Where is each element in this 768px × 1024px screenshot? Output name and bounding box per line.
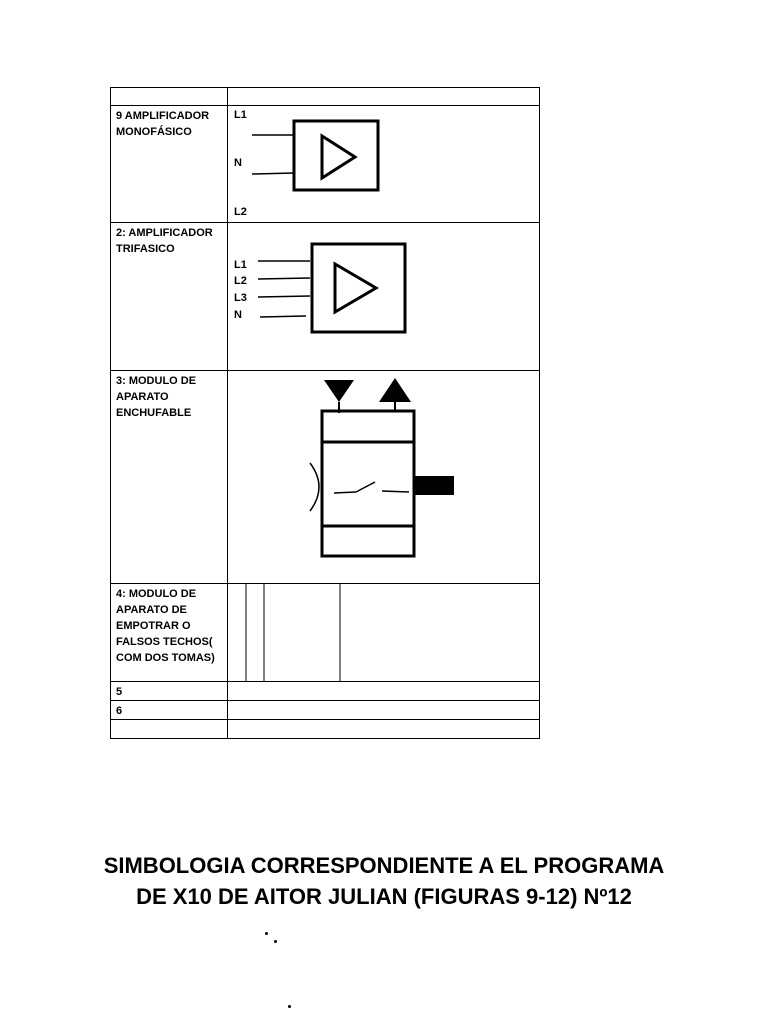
pin-label: L1	[234, 259, 247, 271]
row-symbol	[228, 682, 540, 701]
socket-block-icon	[415, 476, 454, 495]
label-modulo-enchufable: 3: MODULO DE APARATO ENCHUFABLE	[116, 375, 197, 419]
row-symbol	[228, 88, 540, 106]
table-row	[111, 88, 540, 106]
amplifier-box	[294, 121, 378, 190]
title-line-2: DE X10 DE AITOR JULIAN (FIGURAS 9-12) Nº12	[136, 884, 632, 909]
table-row	[111, 720, 540, 739]
pin-label: L2	[234, 206, 247, 218]
row-label	[111, 223, 228, 371]
wire	[260, 316, 306, 317]
flush-mount-module-symbol	[228, 584, 539, 682]
stray-mark	[274, 940, 277, 943]
switch-contact	[334, 492, 356, 493]
amplifier-triangle-icon	[322, 136, 355, 178]
pin-label: N	[234, 157, 242, 169]
row-label: 5	[111, 682, 228, 701]
stray-mark	[288, 1005, 291, 1008]
label-amplificador-monofasico: 9 AMPLIFICADOR MONOFÁSICO	[116, 110, 210, 138]
label-modulo-empotrar: 4: MODULO DE APARATO DE EMPOTRAR O FALSOS TECHOS( COM DOS TOMAS)	[116, 588, 215, 664]
arrow-up-icon	[379, 378, 411, 402]
pin-label: L3	[234, 292, 247, 304]
table-row	[111, 106, 540, 223]
table-row	[111, 682, 540, 701]
three-phase-amplifier-symbol	[228, 223, 539, 371]
pin-label: N	[234, 309, 242, 321]
wire	[252, 173, 294, 174]
symbol-modulo-empotrar	[228, 584, 540, 682]
row-label: 6	[111, 701, 228, 720]
table-row	[111, 701, 540, 720]
switch-lever	[356, 482, 375, 492]
row-label	[111, 106, 228, 223]
amplifier-triangle-icon	[335, 264, 376, 312]
plug-arc-icon	[310, 463, 319, 511]
table-row	[111, 371, 540, 584]
pin-label: L2	[234, 275, 247, 287]
arrow-down-icon	[324, 380, 354, 402]
amplifier-box	[312, 244, 405, 332]
row-label	[111, 584, 228, 682]
plug-in-module-symbol	[228, 371, 539, 584]
pin-label: L1	[234, 109, 247, 121]
symbol-modulo-enchufable	[228, 371, 540, 584]
table-row	[111, 223, 540, 371]
label-amplificador-trifasico: 2: AMPLIFICADOR TRIFASICO	[116, 227, 213, 255]
wire	[258, 278, 310, 279]
wire	[258, 296, 310, 297]
symbol-amplificador-trifasico	[228, 223, 540, 371]
symbol-amplificador-monofasico	[228, 106, 540, 223]
switch-contact	[382, 491, 409, 492]
symbol-table	[110, 87, 540, 739]
row-label	[111, 88, 228, 106]
row-label	[111, 720, 228, 739]
row-symbol	[228, 720, 540, 739]
single-phase-amplifier-symbol	[228, 106, 539, 223]
row-symbol	[228, 701, 540, 720]
title-line-1: SIMBOLOGIA CORRESPONDIENTE A EL PROGRAMA	[103, 853, 665, 878]
row-label	[111, 371, 228, 584]
document-title	[0, 850, 768, 912]
module-box	[322, 411, 414, 556]
stray-mark	[265, 932, 268, 935]
table-row	[111, 584, 540, 682]
